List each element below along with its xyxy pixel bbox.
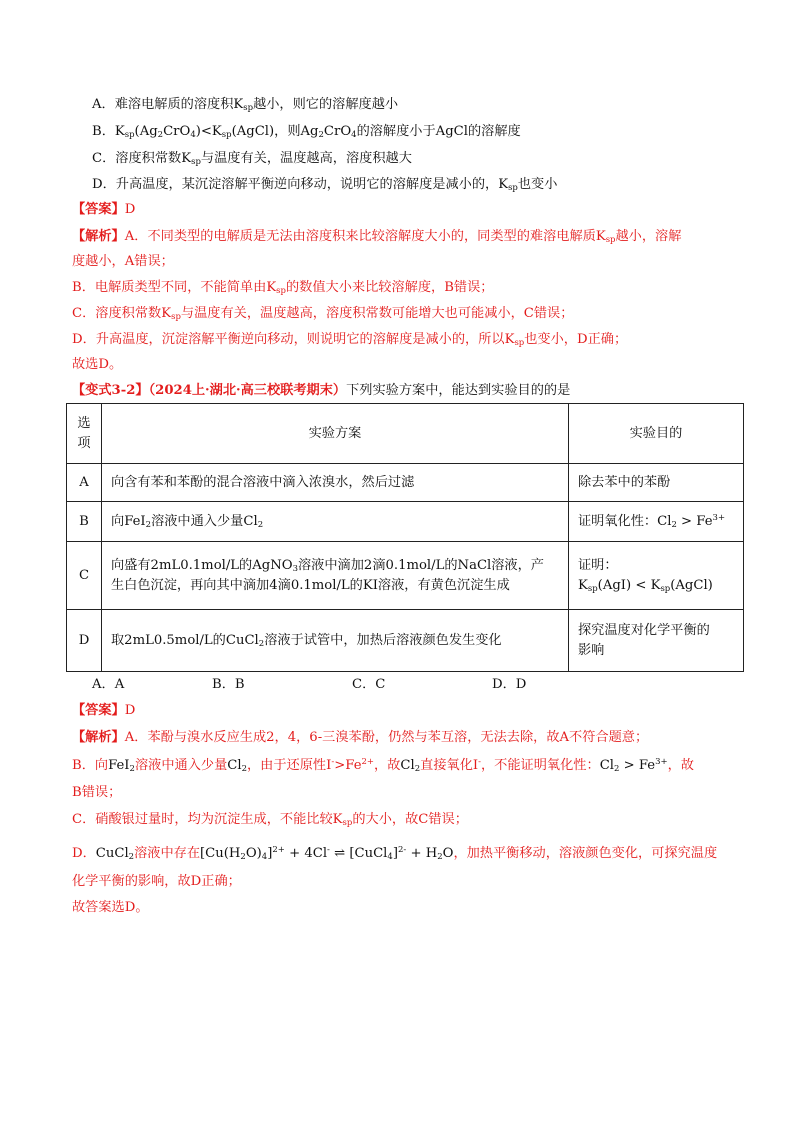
analysis-1-line-3: B．电解质类型不同，不能简单由$K_{sp}$的数值大小来比较溶解度，B错误； bbox=[72, 280, 494, 296]
row-d-goal: 探究温度对化学平衡的 影响 bbox=[569, 610, 744, 672]
analysis-2-line-6: 化学平衡的影响，故D正确； bbox=[72, 874, 241, 889]
analysis-2-line-7: 故答案选D。 bbox=[72, 900, 149, 915]
analysis-2-line-5: D．CuCl$_2$溶液中存在$[Cu(H_2O)_4]^{2+} + 4Cl^-$ ⇌ [CuCl$_4$]$^{2-}$ + $H_2O$，加热平衡移动，溶液颜色变化，可探究温度 bbox=[72, 845, 718, 862]
option-b: B．$K_{sp}(Ag_2CrO_4)<K_{sp}(AgCl)$，则$Ag_2CrO_4$的溶解度小于AgCl的溶解度 bbox=[92, 124, 521, 140]
choice-c: C．C bbox=[352, 677, 386, 692]
header-goal: 实验目的 bbox=[569, 404, 744, 464]
row-d-option: D bbox=[67, 610, 102, 672]
analysis-1-line-1: 【解析】A．不同类型的电解质是无法由溶度积来比较溶解度大小的，同类型的难溶电解质$K_{sp}$越小，溶解 bbox=[72, 229, 682, 245]
option-d: D．升高温度，某沉淀溶解平衡逆向移动，说明它的溶解度是减小的，$K_{sp}$也变小 bbox=[92, 177, 558, 193]
table-row bbox=[67, 464, 744, 502]
row-c-option: C bbox=[67, 542, 102, 610]
row-b-goal: 证明氧化性：$Cl_2 > Fe^{3+}$ bbox=[569, 502, 744, 542]
analysis-2-line-4: C．硝酸银过量时，均为沉淀生成，不能比较$K_{sp}$的大小，故C错误； bbox=[72, 812, 468, 828]
table-row bbox=[67, 542, 744, 610]
option-c: C．溶度积常数$K_{sp}$与温度有关，温度越高，溶度积越大 bbox=[92, 151, 412, 167]
row-d-plan: 取2mL0.5mol/L的CuCl$_2$溶液于试管中，加热后溶液颜色发生变化 bbox=[102, 610, 569, 672]
analysis-2-line-2: B．向FeI$_2$溶液中通入少量$Cl_2$，由于还原性$I^->Fe^{2+}$，故$Cl_2$直接氧化I-，不能证明氧化性：$Cl_2 > Fe^{3+}$，故 bbox=[72, 757, 694, 774]
analysis-2-line-1: 【解析】A．苯酚与溴水反应生成2，4，6-三溴苯酚，仍然与苯互溶，无法去除，故A不符合题意； bbox=[72, 730, 649, 745]
analysis-1-line-4: C．溶度积常数$K_{sp}$与温度有关，温度越高，溶度积常数可能增大也可能减小，C错误； bbox=[72, 306, 574, 322]
row-c-plan: 向盛有2mL0.1mol/L的AgNO$_3$溶液中滴加2滴0.1mol/L的NaCl溶液，产 生白色沉淀，再向其中滴加4滴0.1mol/L的KI溶液，有黄色沉淀生成 bbox=[102, 542, 569, 610]
experiment-table bbox=[66, 403, 744, 672]
header-option: 选 项 bbox=[67, 404, 102, 464]
row-a-goal: 除去苯中的苯酚 bbox=[569, 464, 744, 502]
row-c-goal: 证明： $K_{sp}(AgI)$ < $K_{sp}(AgCl)$ bbox=[569, 542, 744, 610]
option-a: A．难溶电解质的溶度积$K_{sp}$越小，则它的溶解度越小 bbox=[92, 97, 399, 113]
choice-d: D．D bbox=[492, 677, 527, 692]
analysis-1-line-2: 度越小，A错误； bbox=[72, 254, 174, 269]
choice-b: B．B bbox=[212, 677, 245, 692]
row-b-plan: 向FeI$_2$溶液中通入少量$Cl_2$ bbox=[102, 502, 569, 542]
equilibrium-equation: $[Cu(H_2O)_4]^{2+} + 4Cl^-$ ⇌ [CuCl$_4$]$^{2-}$ + $H_2O$ bbox=[200, 845, 454, 862]
header-plan: 实验方案 bbox=[102, 404, 569, 464]
answer-2: 【答案】D bbox=[72, 703, 136, 718]
table-row bbox=[67, 502, 744, 542]
row-b-option: B bbox=[67, 502, 102, 542]
variant-question-stem: 【变式3-2】（2024上·湖北·高三校联考期末）下列实验方案中，能达到实验目的的是 bbox=[72, 383, 571, 398]
analysis-2-line-3: B错误； bbox=[72, 785, 122, 800]
table-header-row bbox=[67, 404, 744, 464]
row-a-plan: 向含有苯和苯酚的混合溶液中滴入浓溴水，然后过滤 bbox=[102, 464, 569, 502]
answer-1: 【答案】D bbox=[72, 202, 136, 217]
row-a-option: A bbox=[67, 464, 102, 502]
table-row bbox=[67, 610, 744, 672]
analysis-1-line-6: 故选D。 bbox=[72, 357, 123, 372]
analysis-1-line-5: D．升高温度，沉淀溶解平衡逆向移动，则说明它的溶解度是减小的，所以$K_{sp}$也变小，D正确； bbox=[72, 332, 628, 348]
choice-a: A．A bbox=[92, 677, 125, 692]
